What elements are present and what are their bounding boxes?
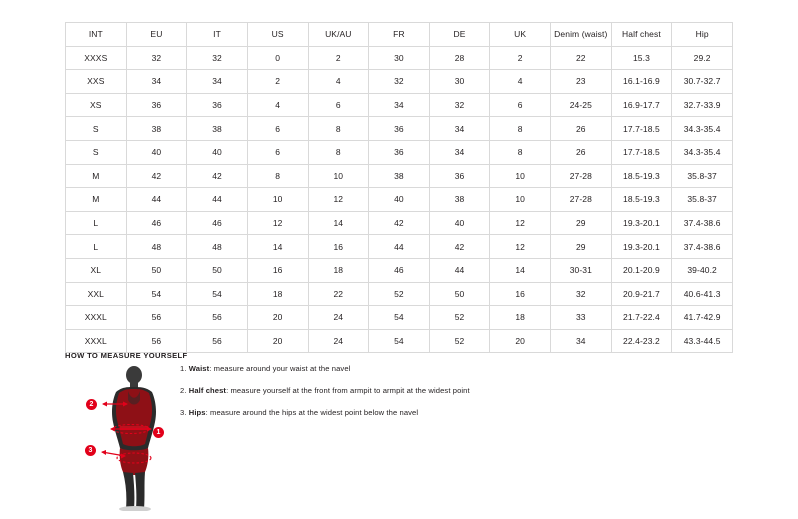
- measure-instructions: [180, 363, 600, 429]
- table-cell: 34: [551, 329, 612, 353]
- table-cell: 37.4-38.6: [672, 235, 733, 259]
- table-cell: 46: [126, 211, 187, 235]
- table-cell: 8: [308, 117, 369, 141]
- table-cell: 19.3-20.1: [611, 211, 672, 235]
- table-cell: 54: [369, 306, 430, 330]
- table-cell: 36: [126, 93, 187, 117]
- table-cell: 18.5-19.3: [611, 164, 672, 188]
- table-cell: 39-40.2: [672, 258, 733, 282]
- table-cell: 38: [126, 117, 187, 141]
- table-header-row: [66, 23, 733, 47]
- table-cell: 16: [247, 258, 308, 282]
- table-cell: 36: [429, 164, 490, 188]
- column-header: IT: [187, 23, 248, 47]
- table-cell: 34: [187, 70, 248, 94]
- table-cell: 12: [490, 235, 551, 259]
- table-row: [66, 164, 733, 188]
- column-header: UK/AU: [308, 23, 369, 47]
- table-row: [66, 235, 733, 259]
- table-cell: 56: [187, 306, 248, 330]
- table-cell: 54: [187, 282, 248, 306]
- table-cell: 32: [429, 93, 490, 117]
- table-row: [66, 329, 733, 353]
- table-cell: 40: [429, 211, 490, 235]
- table-row: [66, 282, 733, 306]
- table-cell: 44: [187, 188, 248, 212]
- mannequin-illustration: [85, 366, 195, 511]
- table-cell: 17.7-18.5: [611, 117, 672, 141]
- table-cell: 2: [490, 46, 551, 70]
- table-cell: 42: [187, 164, 248, 188]
- measure-note: [180, 385, 600, 396]
- table-cell: 26: [551, 140, 612, 164]
- table-row: [66, 46, 733, 70]
- table-cell: 18.5-19.3: [611, 188, 672, 212]
- measure-note-term: Half chest: [188, 386, 227, 395]
- table-cell: 50: [126, 258, 187, 282]
- column-header: FR: [369, 23, 430, 47]
- table-cell: 12: [490, 211, 551, 235]
- measure-note-term: Waist: [188, 364, 210, 373]
- column-header: DE: [429, 23, 490, 47]
- table-cell: M: [66, 188, 127, 212]
- table-cell: 30.7-32.7: [672, 70, 733, 94]
- table-cell: 17.7-18.5: [611, 140, 672, 164]
- measure-marker-1: 1: [153, 427, 164, 438]
- table-cell: 48: [126, 235, 187, 259]
- measure-note: [180, 363, 600, 374]
- table-cell: 50: [187, 258, 248, 282]
- table-cell: 34: [429, 117, 490, 141]
- table-cell: 37.4-38.6: [672, 211, 733, 235]
- table-cell: 36: [369, 117, 430, 141]
- table-cell: 27-28: [551, 188, 612, 212]
- table-row: [66, 258, 733, 282]
- table-cell: 35.8-37: [672, 188, 733, 212]
- table-cell: 4: [490, 70, 551, 94]
- table-cell: 22: [551, 46, 612, 70]
- table-cell: 32.7-33.9: [672, 93, 733, 117]
- table-cell: 52: [369, 282, 430, 306]
- table-cell: 33: [551, 306, 612, 330]
- size-chart-body: [66, 46, 733, 353]
- table-cell: 18: [308, 258, 369, 282]
- table-cell: 24: [308, 329, 369, 353]
- table-cell: 21.7-22.4: [611, 306, 672, 330]
- measure-note-number: 1.: [180, 364, 187, 373]
- table-cell: 46: [369, 258, 430, 282]
- table-cell: S: [66, 117, 127, 141]
- table-cell: 23: [551, 70, 612, 94]
- column-header: Half chest: [611, 23, 672, 47]
- table-cell: 40: [187, 140, 248, 164]
- table-cell: 8: [490, 117, 551, 141]
- table-cell: 14: [308, 211, 369, 235]
- column-header: Denim (waist): [551, 23, 612, 47]
- table-cell: XXXS: [66, 46, 127, 70]
- table-cell: 44: [429, 258, 490, 282]
- table-cell: XL: [66, 258, 127, 282]
- table-cell: 8: [247, 164, 308, 188]
- table-cell: 30: [369, 46, 430, 70]
- table-cell: 44: [369, 235, 430, 259]
- table-cell: XXS: [66, 70, 127, 94]
- table-cell: XXXL: [66, 306, 127, 330]
- table-cell: 19.3-20.1: [611, 235, 672, 259]
- measure-note-text: : measure around the hips at the widest point below the navel: [205, 408, 419, 417]
- table-cell: 48: [187, 235, 248, 259]
- table-cell: 6: [247, 140, 308, 164]
- mannequin-svg: [85, 366, 195, 511]
- measure-note-number: 3.: [180, 408, 187, 417]
- table-cell: 34.3-35.4: [672, 117, 733, 141]
- table-cell: 14: [490, 258, 551, 282]
- size-chart-container: [65, 22, 733, 353]
- measure-note-text: : measure yourself at the front from armpit to armpit at the widest point: [226, 386, 470, 395]
- table-cell: 32: [551, 282, 612, 306]
- table-cell: 22: [308, 282, 369, 306]
- table-cell: L: [66, 235, 127, 259]
- table-cell: 41.7-42.9: [672, 306, 733, 330]
- table-cell: 26: [551, 117, 612, 141]
- column-header: US: [247, 23, 308, 47]
- table-cell: 32: [126, 46, 187, 70]
- table-cell: 10: [490, 188, 551, 212]
- table-cell: 54: [126, 282, 187, 306]
- table-row: [66, 70, 733, 94]
- measure-note: [180, 407, 600, 418]
- measure-note-number: 2.: [180, 386, 187, 395]
- measure-marker-2: 2: [86, 399, 97, 410]
- table-cell: 44: [126, 188, 187, 212]
- table-cell: 4: [247, 93, 308, 117]
- table-cell: 28: [429, 46, 490, 70]
- table-cell: 56: [126, 329, 187, 353]
- table-cell: 40: [126, 140, 187, 164]
- table-cell: 16.9-17.7: [611, 93, 672, 117]
- table-cell: 6: [247, 117, 308, 141]
- table-row: [66, 306, 733, 330]
- table-cell: 46: [187, 211, 248, 235]
- table-cell: 22.4-23.2: [611, 329, 672, 353]
- table-cell: 34: [126, 70, 187, 94]
- table-cell: 10: [308, 164, 369, 188]
- column-header: EU: [126, 23, 187, 47]
- table-cell: 32: [369, 70, 430, 94]
- table-cell: 52: [429, 329, 490, 353]
- table-cell: 30: [429, 70, 490, 94]
- table-cell: 2: [308, 46, 369, 70]
- size-chart-table: [65, 22, 733, 353]
- table-cell: 27-28: [551, 164, 612, 188]
- table-cell: 8: [490, 140, 551, 164]
- column-header: INT: [66, 23, 127, 47]
- table-cell: 34: [369, 93, 430, 117]
- table-cell: 20.9-21.7: [611, 282, 672, 306]
- table-cell: 38: [369, 164, 430, 188]
- table-cell: 29: [551, 235, 612, 259]
- table-row: [66, 211, 733, 235]
- table-cell: 20: [490, 329, 551, 353]
- table-cell: 36: [187, 93, 248, 117]
- measure-note-text: : measure around your waist at the navel: [209, 364, 351, 373]
- table-cell: 12: [308, 188, 369, 212]
- table-cell: 29: [551, 211, 612, 235]
- column-header: UK: [490, 23, 551, 47]
- table-row: [66, 188, 733, 212]
- table-cell: 43.3-44.5: [672, 329, 733, 353]
- table-cell: L: [66, 211, 127, 235]
- table-cell: 8: [308, 140, 369, 164]
- table-row: [66, 93, 733, 117]
- table-cell: 38: [429, 188, 490, 212]
- table-cell: 35.8-37: [672, 164, 733, 188]
- table-cell: 34: [429, 140, 490, 164]
- measure-marker-3: 3: [85, 445, 96, 456]
- table-cell: 10: [247, 188, 308, 212]
- table-cell: 42: [429, 235, 490, 259]
- table-cell: 12: [247, 211, 308, 235]
- measure-note-term: Hips: [188, 408, 206, 417]
- table-cell: 34.3-35.4: [672, 140, 733, 164]
- table-cell: 6: [490, 93, 551, 117]
- table-cell: 52: [429, 306, 490, 330]
- table-cell: 40: [369, 188, 430, 212]
- table-cell: 14: [247, 235, 308, 259]
- table-cell: 42: [126, 164, 187, 188]
- table-cell: 38: [187, 117, 248, 141]
- how-to-measure-title: HOW TO MEASURE YOURSELF: [65, 351, 188, 360]
- table-cell: 20: [247, 329, 308, 353]
- table-cell: 4: [308, 70, 369, 94]
- table-cell: 30-31: [551, 258, 612, 282]
- table-cell: 29.2: [672, 46, 733, 70]
- table-cell: 24-25: [551, 93, 612, 117]
- table-cell: 15.3: [611, 46, 672, 70]
- table-cell: 2: [247, 70, 308, 94]
- table-cell: 42: [369, 211, 430, 235]
- table-cell: M: [66, 164, 127, 188]
- table-cell: 56: [187, 329, 248, 353]
- table-cell: 10: [490, 164, 551, 188]
- table-row: [66, 117, 733, 141]
- table-cell: 40.6-41.3: [672, 282, 733, 306]
- table-cell: XS: [66, 93, 127, 117]
- table-cell: 16: [490, 282, 551, 306]
- table-cell: 32: [187, 46, 248, 70]
- table-cell: 24: [308, 306, 369, 330]
- table-cell: 20.1-20.9: [611, 258, 672, 282]
- column-header: Hip: [672, 23, 733, 47]
- table-cell: 36: [369, 140, 430, 164]
- table-cell: 18: [490, 306, 551, 330]
- table-row: [66, 140, 733, 164]
- table-cell: 6: [308, 93, 369, 117]
- table-cell: 56: [126, 306, 187, 330]
- table-cell: 0: [247, 46, 308, 70]
- table-cell: 18: [247, 282, 308, 306]
- table-cell: S: [66, 140, 127, 164]
- table-cell: 16: [308, 235, 369, 259]
- table-cell: XXL: [66, 282, 127, 306]
- table-cell: 54: [369, 329, 430, 353]
- table-cell: XXXL: [66, 329, 127, 353]
- size-chart-header: [66, 23, 733, 47]
- table-cell: 16.1-16.9: [611, 70, 672, 94]
- table-cell: 50: [429, 282, 490, 306]
- table-cell: 20: [247, 306, 308, 330]
